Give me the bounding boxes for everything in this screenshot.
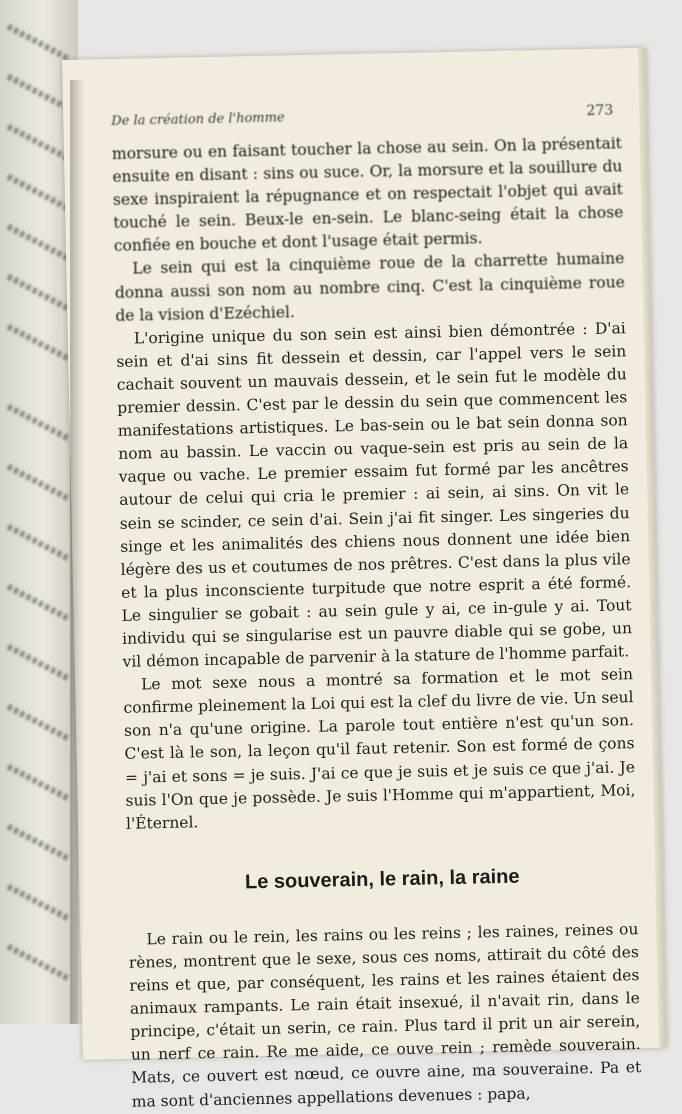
paragraph-top-1: morsure ou en faisant toucher la chose au sein. On la présentait ensuite en disant : sins ou suce. Or, la morsure et la souillure du sexe inspiraient la répugnance et on respectait l'objet qui avait touché le sein. Beux-le en-sein. Le blanc-seing était la chose confiée en bouche et dont l'usage était permis. xyxy=(111,134,624,256)
page-header xyxy=(111,102,613,129)
page-edge xyxy=(638,48,667,1048)
section-paragraph: Le rain ou le rein, les rains ou les reins ; les raines, reines ou rènes, montrent que le sexe, sous ces noms, attirait du côté des reins et que, par conséquent, les rains et les raines étaient des animaux rampants. Le rain était insexué, il n'avait rin, dans le principe, c'était un serin, ce rain. Plus tard il prit un air serein, un nerf ce rain. Re me aide, ce ouve rein ; remède souverain. Mats, ce ouvert est nœud, ce ouvre aine, ma souveraine. Pa et ma sont d'anciennes appellations devenues : papa, xyxy=(128,920,642,1111)
paragraph-main-1: L'origine unique du son sein est ainsi bien démontrée : D'ai sein et d'ai sins fit dessein et dessin, car l'appel vers le sein cachait souvent un mauvais dessein, et le sein fut le modèle du premier dessin. C'est par le dessin du sein que commencent les manifestations artistiques. Le bas-sein ou le bat sein donna son nom au bassin. Le vaccin ou vaque-sein est pris au sein de la vaque ou vache. Le premier essaim fut formé par les ancêtres autour de celui qui cria le premier : ai sein, ai sins. On vit le sein se scinder, ce sein d'ai. Sein j'ai fit singer. Les singeries du singe et les animalités des chiens nous donnent une idée bien légère des us et coutumes de nos prêtres. C'est dans la plus vile et la plus inconsciente turpitude que notre esprit a été formé. Le singulier se gobait : au sein gule y ai, ce in-gule y ai. Tout individu qui se singularise est un pauvre diable qui se gobe, un vil démon incapable de parvenir à la stature de l'homme parfait. xyxy=(116,319,633,671)
book-page xyxy=(62,48,667,1111)
paragraph-top-2: Le sein qui est la cinquième roue de la charrette humaine donna aussi son nom au nombre cinq. C'est la cinquième roue de la vision d'Ezéchiel. xyxy=(114,249,625,325)
paragraph-main-2: Le mot sexe nous a montré sa formation et le mot sein confirme pleinement la Loi qui est la clef du livre de vie. Un seul son n'a qu'une origine. La parole tout entière n'est qu'un son. C'est là le son, la leçon qu'il faut retenir. Son est formé de çons = j'ai et sons = je suis. J'ai ce que je suis et je suis ce que j'ai. Je suis l'On que je possède. Je suis l'Homme qui m'appartient, Moi, l'Éternel. xyxy=(123,665,636,833)
section-title: Le souverain, le rain, la raine xyxy=(244,865,520,894)
running-head: De la création de l'homme xyxy=(111,110,285,129)
book-gutter xyxy=(70,80,84,1024)
page-number: 273 xyxy=(586,102,614,120)
page-body xyxy=(112,132,642,1113)
